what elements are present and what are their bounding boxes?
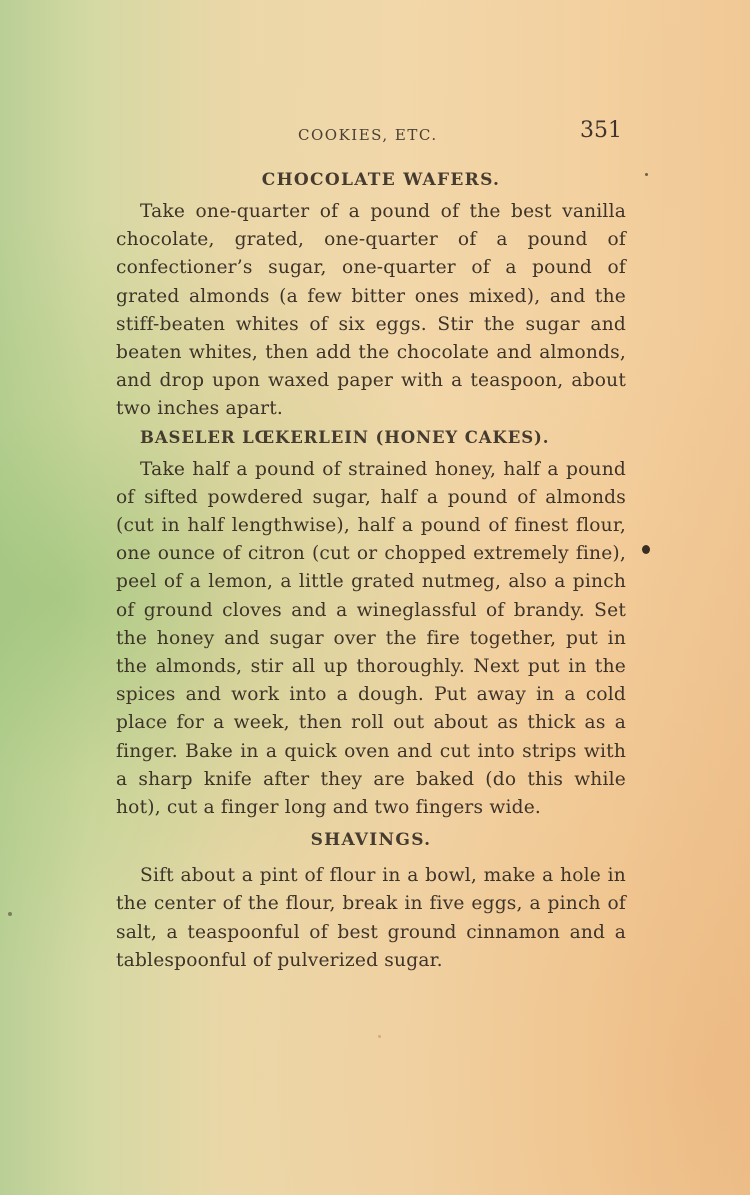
ink-speck xyxy=(378,1035,381,1038)
recipe-title-honey-cakes: BASELER LŒKERLEIN (HONEY CAKES). xyxy=(140,427,550,447)
running-title: COOKIES, ETC. xyxy=(298,126,438,144)
ink-speck xyxy=(8,912,12,916)
page-number: 351 xyxy=(580,118,622,143)
recipe-title-shavings: SHAVINGS. xyxy=(310,830,432,851)
ink-speck xyxy=(642,545,650,554)
recipe-text-honey-cakes: Take half a pound of strained honey, half a pound of sifted powdered sugar, half a pound of almonds (cut in half lengthwise), half a pound of finest flour, one ounce of citron (cut or chopped extremely fine), peel of a lemon, a little grated nutmeg, also a pinch of ground cloves and a wineglassful of brandy. Set the honey and sugar over the fire together, put in the almonds, stir all up thoroughly. Next put in the spices and work into a dough. Put away in a cold place for a week, then roll out about as thick as a finger. Bake in a quick oven and cut into strips with a sharp knife after they are baked (do this while hot), cut a finger long and two fingers wide. xyxy=(116,458,626,819)
running-head xyxy=(118,120,626,144)
ink-speck xyxy=(645,173,648,176)
recipe-text-shavings: Sift about a pint of flour in a bowl, make a hole in the center of the flour, break in five eggs, a pinch of salt, a teaspoonful of best ground cinnamon and a tablespoonful of pulverized sugar. xyxy=(116,865,626,971)
page-body xyxy=(116,166,626,975)
recipe-title-chocolate-wafers: CHOCOLATE WAFERS. xyxy=(261,170,501,190)
recipe-text-chocolate-wafers: Take one-quarter of a pound of the best vanilla chocolate, grated, one-quarter of a pound of confectioner’s sugar, one-quarter of a pound of grated almonds (a few bitter ones mixed), and the stiff-beaten whites of six eggs. Stir the sugar and beaten whites, then add the chocolate and almonds, and drop upon waxed paper with a teaspoon, about two inches apart. xyxy=(116,201,626,420)
